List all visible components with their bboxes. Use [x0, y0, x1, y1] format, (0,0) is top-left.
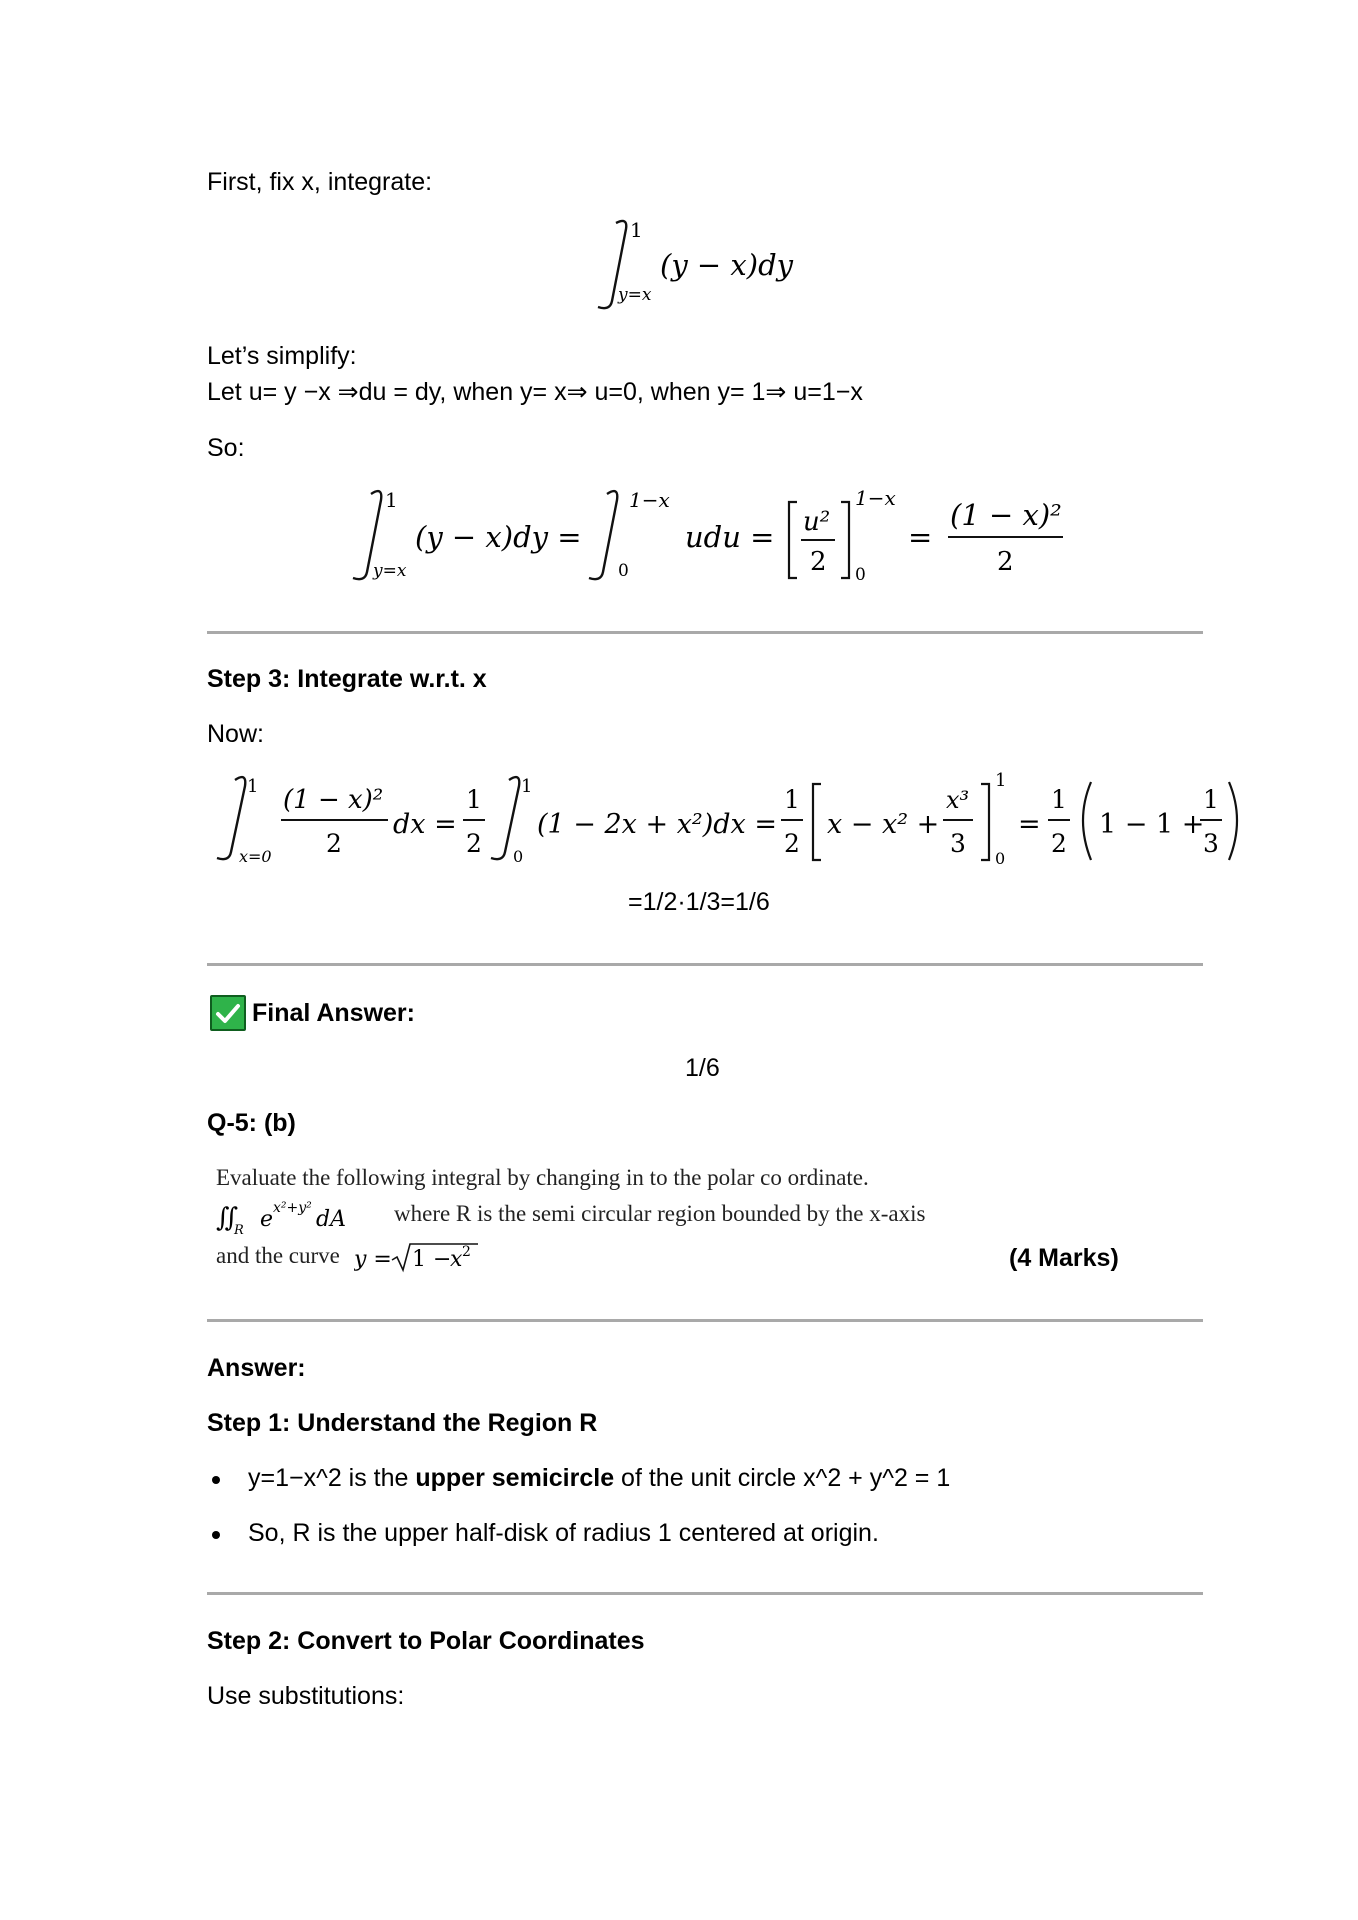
svg-text:e: e	[260, 1207, 274, 1232]
svg-text:2: 2	[1051, 829, 1067, 858]
question-label: Q-5: (b)	[207, 1109, 296, 1137]
svg-text:(1 − 2x + x²)dx =: (1 − 2x + x²)dx =	[537, 809, 777, 840]
substitution-text: Let u= y −x ⇒du = dy, when y= x⇒ u=0, when y= 1⇒ u=1−x	[207, 378, 863, 406]
question-line-2-text: where R is the semi circular region bounded by the x-axis	[394, 1201, 926, 1226]
question-line-3	[216, 1238, 516, 1278]
bullet-1-bold: upper semicircle	[415, 1464, 615, 1492]
svg-text:dx =: dx =	[393, 809, 457, 840]
now-text: Now:	[207, 720, 264, 748]
final-answer-value: 1/6	[685, 1054, 720, 1082]
svg-text:u²: u²	[803, 507, 831, 537]
svg-text:x³: x³	[946, 786, 970, 814]
svg-text:0: 0	[855, 565, 866, 585]
question-line-1: Evaluate the following integral by changing in to the polar co ordinate.	[216, 1165, 869, 1190]
divider	[207, 1319, 1203, 1322]
svg-text:2: 2	[466, 829, 482, 858]
bullet-icon	[212, 1531, 220, 1539]
bullet-icon	[212, 1476, 220, 1484]
svg-text:1 − 1 +: 1 − 1 +	[1099, 809, 1205, 840]
step2-heading: Step 2: Convert to Polar Coordinates	[207, 1627, 645, 1655]
svg-text:1 −: 1 −	[412, 1247, 452, 1272]
svg-text:1−x: 1−x	[629, 488, 670, 512]
equation-substitution	[345, 480, 1075, 590]
double-integral-expression	[216, 1196, 376, 1238]
svg-text:R: R	[234, 1223, 244, 1238]
svg-text:1: 1	[247, 776, 259, 797]
svg-text:y=x: y=x	[618, 285, 652, 305]
svg-text:0: 0	[995, 849, 1006, 868]
svg-text:dA: dA	[316, 1207, 346, 1232]
curve-equation	[354, 1238, 514, 1276]
svg-text:=: =	[908, 520, 933, 554]
substitutions-text: Use substitutions:	[207, 1682, 405, 1710]
question-line-3-text: and the curve	[216, 1243, 340, 1268]
equation-inner-integral	[590, 215, 820, 315]
svg-text:udu =: udu =	[685, 520, 775, 554]
bullet-2: So, R is the upper half-disk of radius 1 centered at origin.	[248, 1519, 879, 1547]
svg-text:2: 2	[997, 547, 1014, 577]
svg-text:0: 0	[513, 847, 524, 866]
svg-text:x=0: x=0	[239, 847, 272, 866]
svg-text:1: 1	[1203, 785, 1219, 814]
svg-text:1: 1	[995, 770, 1007, 791]
svg-text:1−x: 1−x	[855, 486, 896, 510]
equation-outer-integral	[213, 768, 1243, 868]
svg-text:(y − x)dy: (y − x)dy	[660, 248, 794, 282]
svg-text:2: 2	[810, 547, 827, 577]
svg-text:∬: ∬	[216, 1203, 239, 1233]
checkmark-icon	[210, 995, 246, 1031]
bullet-1	[248, 1463, 950, 1493]
svg-text:(1 − x)²: (1 − x)²	[950, 498, 1062, 532]
svg-text:y=x: y=x	[373, 561, 407, 581]
divider	[207, 1592, 1203, 1595]
question-line-2	[216, 1196, 1116, 1236]
svg-text:1: 1	[630, 218, 643, 242]
bullet-1-post: of the unit circle x^2 + y^2 = 1	[614, 1464, 951, 1492]
bullet-1-pre: y=1−x^2 is the	[248, 1464, 416, 1492]
svg-text:y =: y =	[354, 1247, 392, 1272]
svg-text:(y − x)dy =: (y − x)dy =	[415, 520, 582, 554]
marks-label: (4 Marks)	[1009, 1244, 1119, 1272]
svg-text:3: 3	[950, 829, 966, 858]
svg-text:2: 2	[326, 829, 342, 858]
svg-text:=: =	[1018, 809, 1041, 840]
answer-heading: Answer:	[207, 1354, 306, 1382]
svg-text:x²+y²: x²+y²	[273, 1200, 312, 1216]
svg-text:(1 − x)²: (1 − x)²	[283, 785, 384, 815]
svg-text:x: x	[450, 1247, 463, 1272]
final-answer-heading: Final Answer:	[252, 999, 415, 1027]
svg-text:1: 1	[385, 488, 398, 512]
simplify-text: Let’s simplify:	[207, 342, 357, 370]
step1-heading: Step 1: Understand the Region R	[207, 1409, 598, 1437]
svg-text:2: 2	[462, 1244, 471, 1260]
svg-text:x − x² +: x − x² +	[827, 809, 940, 840]
step3-heading: Step 3: Integrate w.r.t. x	[207, 665, 487, 693]
svg-text:2: 2	[784, 829, 800, 858]
intro-text: First, fix x, integrate:	[207, 168, 433, 196]
divider	[207, 963, 1203, 966]
svg-text:3: 3	[1203, 829, 1219, 858]
divider	[207, 631, 1203, 634]
svg-text:1: 1	[784, 785, 800, 814]
svg-text:1: 1	[1051, 785, 1067, 814]
svg-text:1: 1	[521, 776, 533, 797]
step3-result: =1/2·1/3=1/6	[628, 888, 770, 916]
svg-text:1: 1	[466, 785, 482, 814]
so-text: So:	[207, 434, 245, 462]
svg-text:0: 0	[618, 561, 629, 581]
